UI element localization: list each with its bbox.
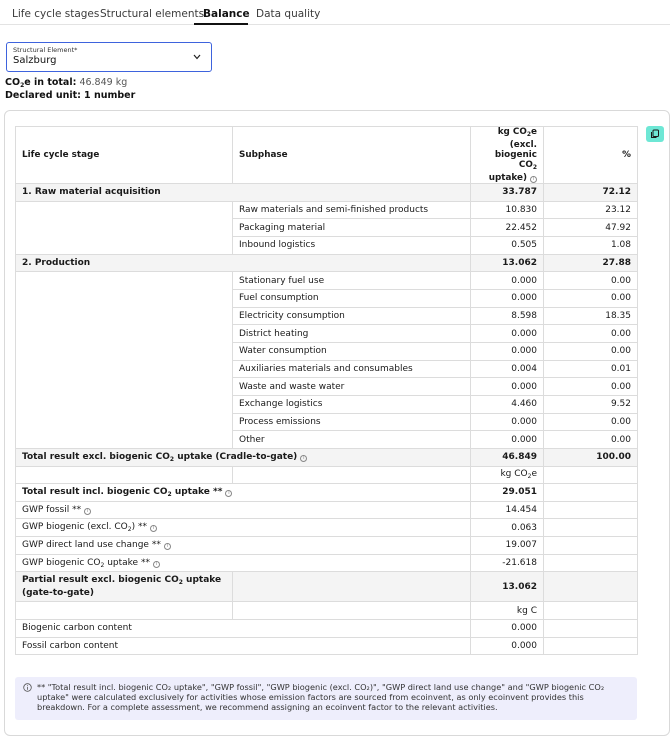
tab-life-cycle-stages[interactable]: Life cycle stages [12,8,100,20]
co2-total-line: $CO_2e$ in total: 46.849 kg [5,77,128,89]
gwp-land-use-row: GWP direct land use change ** i 19.007 [16,537,638,555]
table-row: Electricity consumption 8.598 18.35 [16,307,638,325]
info-icon[interactable]: i [150,525,157,532]
table-row: Other 0.000 0.00 [16,431,638,449]
table-row: Stationary fuel use 0.000 0.00 [16,272,638,290]
fossil-carbon-row: Fossil carbon content 0.000 [16,637,638,655]
balance-table [15,126,638,655]
total-excl-row: Total result excl. biogenic $CO_2$ uptake (Cradle-to-gate) i 46.849 100.00 [16,448,638,466]
info-icon[interactable]: i [153,561,160,568]
stage-row-raw-material: 1. Raw material acquisition 33.787 72.12 [16,184,638,202]
info-icon[interactable]: i [530,176,537,183]
table-row: Inbound logistics 0.505 1.08 [16,236,638,254]
info-icon[interactable]: i [225,490,232,497]
copy-icon [650,129,660,139]
header-subphase: Subphase [233,127,471,184]
declared-unit-value: 1 number [84,90,136,101]
structural-element-label: Structural Element* [13,46,78,54]
info-icon[interactable]: i [164,543,171,550]
structural-element-select[interactable] [6,42,212,72]
table-row: Auxiliaries materials and consumables 0.004 0.01 [16,360,638,378]
unit-row-kg-co2e: kg $CO_2e$ [16,466,638,484]
info-icon[interactable]: i [84,508,91,515]
table-row: Raw materials and semi-finished products 10.830 23.12 [16,201,638,219]
table-row: Waste and waste water 0.000 0.00 [16,378,638,396]
header-life-cycle-stage: Life cycle stage [16,127,233,184]
unit-row-kg-c: kg C [16,602,638,620]
biogenic-carbon-row: Biogenic carbon content 0.000 [16,620,638,638]
gwp-uptake-row: GWP biogenic $CO_2$ uptake ** i -21.618 [16,554,638,572]
co2-total-value: 46.849 kg [79,77,128,88]
tab-data-quality[interactable]: Data quality [256,8,321,20]
total-incl-row: Total result incl. biogenic $CO_2$ uptake ** i 29.051 [16,484,638,502]
partial-result-row: Partial result excl. biogenic $CO_2$ uptake (gate-to-gate) 13.062 [16,572,638,602]
table-row: Packaging material 22.452 47.92 [16,219,638,237]
structural-element-value: Salzburg [13,55,57,66]
note-text: ** "Total result incl. biogenic CO₂ uptake", "GWP fossil", "GWP biogenic (excl. CO₂)", "GWP direct land use change" and "GWP biogenic CO₂ uptake" were calculated exclusively for activities whose emission factors are sourced from ecoinvent, as only ecoinvent provides this breakdown. For a complete assessment, we recommend assigning an ecoinvent factor to the relevant activities. [37,682,605,712]
table-header-row [16,127,638,184]
table-row: Water consumption 0.000 0.00 [16,342,638,360]
tab-structural-elements[interactable]: Structural elements [100,8,205,20]
table-row: Exchange logistics 4.460 9.52 [16,395,638,413]
table-row: Process emissions 0.000 0.00 [16,413,638,431]
chevron-down-icon [193,54,201,60]
declared-unit-line: Declared unit: 1 number [5,90,136,101]
info-icon[interactable]: i [300,455,307,462]
info-icon [23,683,32,692]
header-kg-co2e: kg $CO_2e$ (excl. biogenic $CO_2$ uptake) i [471,127,544,184]
tab-balance[interactable]: Balance [203,8,250,20]
active-tab-indicator [194,23,248,25]
table-row: District heating 0.000 0.00 [16,325,638,343]
gwp-biogenic-row: GWP biogenic (excl. $CO_2$) ** i 0.063 [16,519,638,537]
copy-button[interactable] [646,126,664,142]
table-row: Fuel consumption 0.000 0.00 [16,289,638,307]
stage-row-production: 2. Production 13.062 27.88 [16,254,638,272]
header-percent: % [544,127,638,184]
tab-bar [0,0,670,25]
gwp-fossil-row: GWP fossil ** i 14.454 [16,501,638,519]
ecoinvent-note [15,677,637,720]
